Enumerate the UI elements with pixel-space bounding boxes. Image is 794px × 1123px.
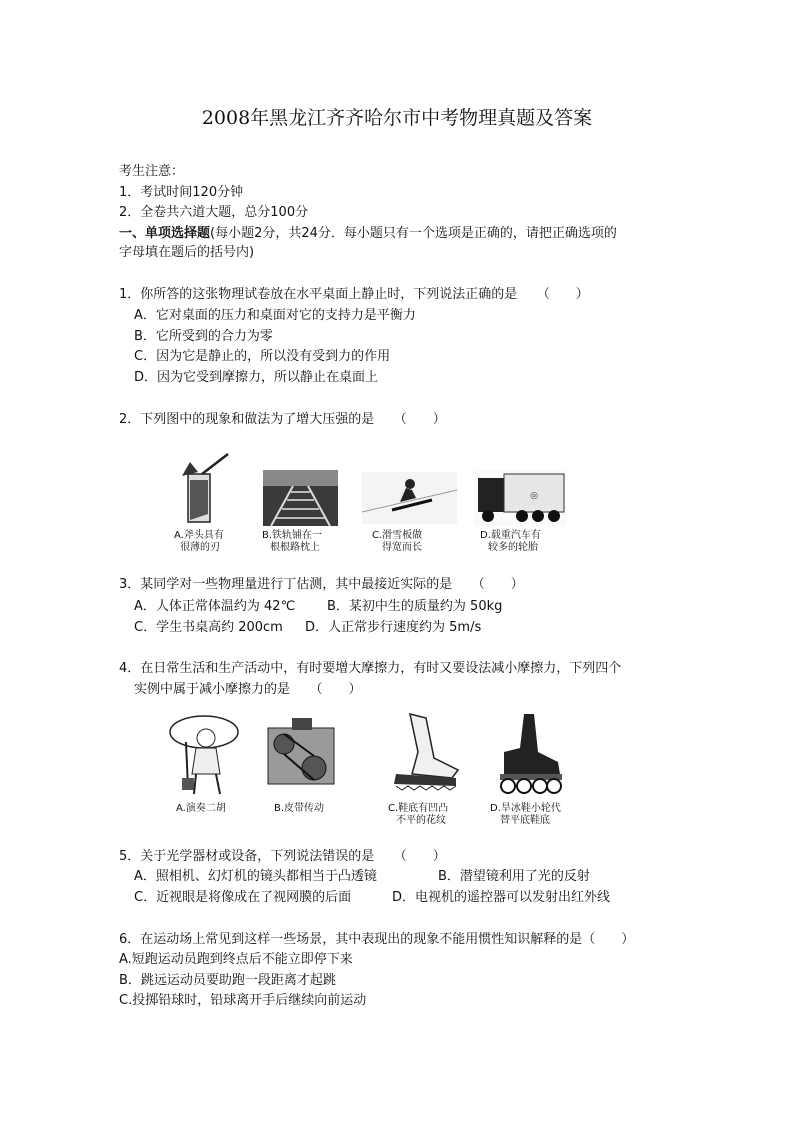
q6-option-b: B．跳远运动员要助跑一段距离才起跳 bbox=[119, 973, 336, 988]
q1-option-d: D．因为它受到摩擦力，所以静止在桌面上 bbox=[134, 370, 379, 385]
section1-heading bbox=[119, 226, 617, 242]
page-title: 2008年黑龙江齐齐哈尔市中考物理真题及答案 bbox=[201, 107, 593, 129]
notes-item-2: 2．全卷共六道大题，总分100分 bbox=[119, 205, 309, 220]
q4-caption-a: A.演奏二胡 bbox=[176, 803, 226, 814]
q4-caption-d: D.旱冰鞋小轮代 替平底鞋底 bbox=[490, 803, 561, 826]
q3-option-c: C．学生书桌高约 200cm bbox=[134, 620, 283, 635]
shoe-image bbox=[382, 712, 462, 800]
q3-stem: 3．某同学对一些物理量进行丁估测，其中最接近实际的是 （ ） bbox=[119, 577, 524, 592]
railway-track-image bbox=[263, 470, 338, 526]
q1-option-a: A．它对桌面的压力和桌面对它的支持力是平衡力 bbox=[134, 308, 416, 323]
q2-caption-b: B.铁轨铺在一 根根路枕上 bbox=[262, 530, 323, 553]
section1-desc-2: 字母填在题后的括号内) bbox=[119, 245, 255, 260]
q1-option-b: B．它所受到的合力为零 bbox=[134, 329, 273, 344]
snowboard-image bbox=[362, 472, 457, 524]
q3-option-a: A．人体正常体温约为 42℃ bbox=[134, 599, 296, 614]
q1-stem: 1．你所答的这张物理试卷放在水平桌面上静止时，下列说法正确的是 （ ） bbox=[119, 287, 589, 302]
q2-caption-c: C.滑雪板做 得宽而长 bbox=[372, 530, 423, 553]
q5-option-c: C．近视眼是将像成在了视网膜的后面 bbox=[134, 890, 352, 905]
section1-desc: (每小题2分，共24分．每小题只有一个选项是正确的，请把正确选项的 bbox=[210, 226, 617, 241]
q4-caption-c: C.鞋底有凹凸 不平的花纹 bbox=[388, 803, 449, 826]
belt-drive-image bbox=[262, 714, 340, 798]
q4-stem-2: 实例中属于减小摩擦力的是 （ ） bbox=[134, 682, 362, 697]
section1-label: 一、单项选择题 bbox=[119, 226, 211, 241]
q6-option-c: C.投掷铅球时，铅球离开手后继续向前运动 bbox=[119, 993, 367, 1008]
q5-option-a: A．照相机、幻灯机的镜头都相当于凸透镜 bbox=[134, 869, 377, 884]
truck-image bbox=[474, 470, 566, 526]
erhu-player-image bbox=[166, 712, 240, 798]
q6-stem: 6．在运动场上常见到这样一些场景，其中表现出的现象不能用惯性知识解释的是（ ） bbox=[119, 932, 635, 947]
q6-option-a: A.短跑运动员跑到终点后不能立即停下来 bbox=[119, 952, 353, 967]
notes-item-1: 1．考试时间120分钟 bbox=[119, 185, 244, 200]
q3-option-d: D．人正常步行速度约为 5m/s bbox=[305, 620, 482, 635]
roller-skate-image bbox=[490, 712, 566, 796]
axe-image bbox=[170, 450, 240, 528]
q5-option-d: D．电视机的遥控器可以发射出红外线 bbox=[392, 890, 611, 905]
q5-stem: 5．关于光学器材或设备，下列说法错误的是 （ ） bbox=[119, 849, 446, 864]
q2-caption-d: D.载重汽车有 较多的轮胎 bbox=[480, 530, 541, 553]
q2-caption-a: A.斧头具有 很薄的刃 bbox=[174, 530, 224, 553]
truck-logo: ◎ bbox=[530, 491, 538, 501]
q4-caption-b: B.皮带传动 bbox=[274, 803, 325, 814]
q2-stem: 2．下列图中的现象和做法为了增大压强的是 （ ） bbox=[119, 412, 446, 427]
notes-heading: 考生注意： bbox=[119, 164, 185, 179]
q1-option-c: C．因为它是静止的，所以没有受到力的作用 bbox=[134, 349, 391, 364]
q4-stem: 4．在日常生活和生产活动中，有时要增大摩擦力，有时又要设法减小摩擦力，下列四个 bbox=[119, 661, 622, 676]
q3-option-b: B．某初中生的质量约为 50kg bbox=[327, 599, 503, 614]
q5-option-b: B．潜望镜利用了光的反射 bbox=[438, 869, 590, 884]
